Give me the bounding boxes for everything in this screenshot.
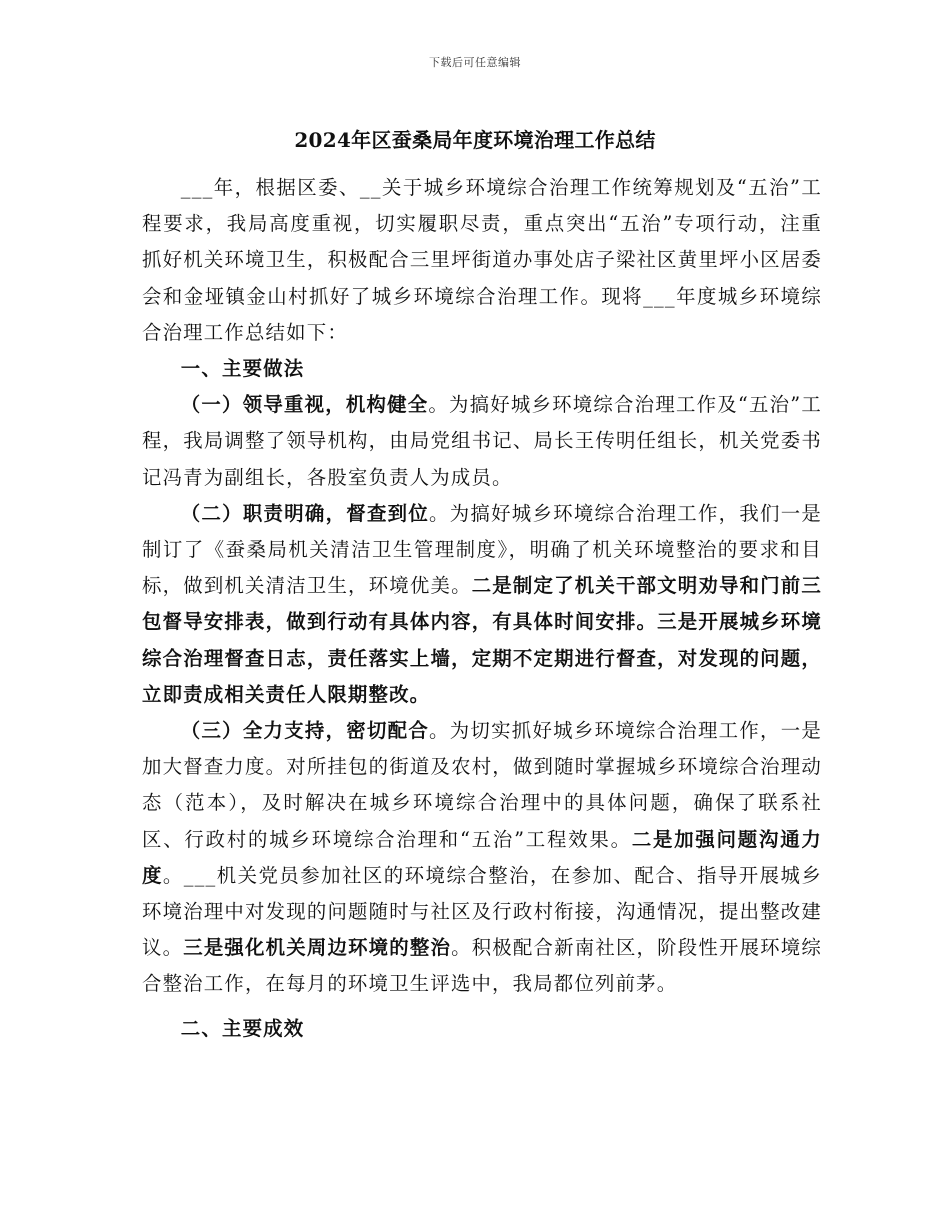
section-heading-main-results: 二、主要成效 [180,1016,305,1040]
paragraph-leadership [142,387,822,496]
document-body [142,170,822,1047]
paragraph-text: 。积极配合新南社区，阶段性开展环境综合整治工作，在每月的环境卫生评选中，我局都位列前茅。 [142,936,822,996]
paragraph-text: 。为搞好城乡环境综合治理工作，我们一是制订了《蚕桑局机关清洁卫生管理制度》，明确了机关环境整治的要求和目标，做到机关清洁卫生，环境优美。 [142,501,822,598]
header-note: 下载后可任意编辑 [429,56,521,69]
paragraph-bold-text: 二是加强问题沟通力度 [142,827,822,887]
paragraph-lead: （一）领导重视，机构健全 [180,393,429,417]
paragraph-lead: （二）职责明确，督查到位 [180,501,430,525]
intro-paragraph: ___年，根据区委、__关于城乡环境综合治理工作统筹规划及“五治”工程要求，我局高度重视，切实履职尽责，重点突出“五治”专项行动，注重抓好机关环境卫生，积极配合三里坪街道办事处店子梁社区黄里坪小区居委会和金垭镇金山村抓好了城乡环境综合治理工作。现将___年度城乡环境综合治理工作总结如下： [142,176,822,344]
paragraph-text: 。为切实抓好城乡环境综合治理工作，一是加大督查力度。对所挂包的街道及农村，做到随时掌握城乡环境综合治理动态（范本），及时解决在城乡环境综合治理中的具体问题，确保了联系社区、行政村的城乡环境综合治理和“五治”工程效果。 [142,719,822,851]
paragraph-bold-text: 二是制定了机关干部文明劝导和门前三包督导安排表，做到行动有具体内容，有具体时间安排。三是开展城乡环境综合治理督查日志，责任落实上墙，定期不定期进行督查，对发现的问题，立即责成相关责任人限期整改。 [142,574,822,706]
paragraph-text: 。为搞好城乡环境综合治理工作及“五治”工程，我局调整了领导机构，由局党组书记、局长王传明任组长，机关党委书记冯青为副组长，各股室负责人为成员。 [142,393,822,489]
paragraph-support [142,713,822,1003]
paragraph-responsibility [142,496,822,713]
section-heading-main-practices: 一、主要做法 [180,357,305,381]
document-title: 2024年区蚕桑局年度环境治理工作总结 [294,128,656,152]
paragraph-bold-text: 三是强化机关周边环境的整治 [183,936,452,960]
paragraph-text: 。___机关党员参加社区的环境综合整治，在参加、配合、指导开展城乡环境治理中对发现的问题随时与社区及行政村衔接，沟通情况，提出整改建议。 [142,863,823,960]
paragraph-lead: （三）全力支持，密切配合 [180,719,430,743]
